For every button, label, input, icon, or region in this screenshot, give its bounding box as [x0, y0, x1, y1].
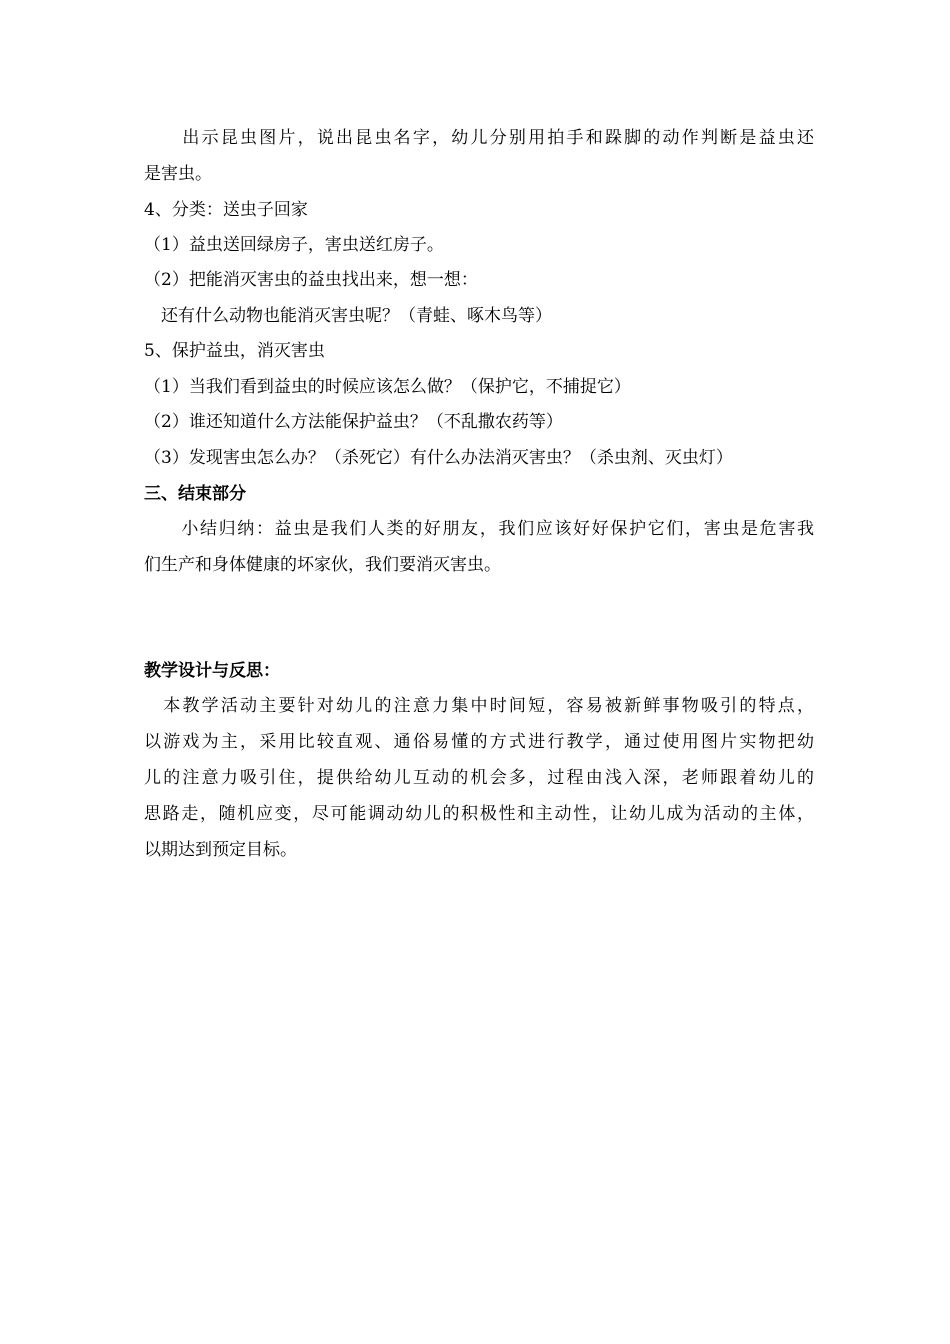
list-item: （3）发现害虫怎么办？（杀死它）有什么办法消灭害虫？（杀虫剂、灭虫灯）: [144, 448, 733, 468]
list-item-continued: 还有什么动物也能消灭害虫呢？（青蛙、啄木鸟等）: [144, 306, 552, 326]
paragraph-line: 本教学活动主要针对幼儿的注意力集中时间短，容易被新鲜事物吸引的特点，: [144, 696, 814, 716]
paragraph-line: 是害虫。: [144, 164, 212, 184]
list-item: （1）当我们看到益虫的时候应该怎么做？（保护它，不捕捉它）: [144, 377, 631, 397]
list-item: （1）益虫送回绿房子，害虫送红房子。: [144, 235, 444, 255]
list-item: （2）谁还知道什么方法能保护益虫？（不乱撒农药等）: [144, 412, 563, 432]
list-item: （2）把能消灭害虫的益虫找出来，想一想：: [144, 270, 478, 290]
paragraph-line: 思路走，随机应变，尽可能调动幼儿的积极性和主动性，让幼儿成为活动的主体，: [144, 804, 814, 824]
paragraph-line: 们生产和身体健康的坏家伙，我们要消灭害虫。: [144, 555, 501, 575]
part-heading: 三、结束部分: [144, 484, 246, 504]
paragraph-line: 以游戏为主，采用比较直观、通俗易懂的方式进行教学，通过使用图片实物把幼: [144, 732, 814, 752]
reflection-heading: 教学设计与反思：: [144, 661, 280, 681]
section-heading: 5、保护益虫，消灭害虫: [144, 341, 325, 361]
section-heading: 4、分类：送虫子回家: [144, 200, 308, 220]
paragraph-line: 小结归纳：益虫是我们人类的好朋友，我们应该好好保护它们，害虫是危害我: [144, 519, 814, 539]
paragraph-line: 出示昆虫图片，说出昆虫名字，幼儿分别用拍手和跺脚的动作判断是益虫还: [144, 128, 814, 148]
paragraph-line: 以期达到预定目标。: [144, 840, 297, 860]
paragraph-line: 儿的注意力吸引住，提供给幼儿互动的机会多，过程由浅入深，老师跟着幼儿的: [144, 768, 814, 788]
